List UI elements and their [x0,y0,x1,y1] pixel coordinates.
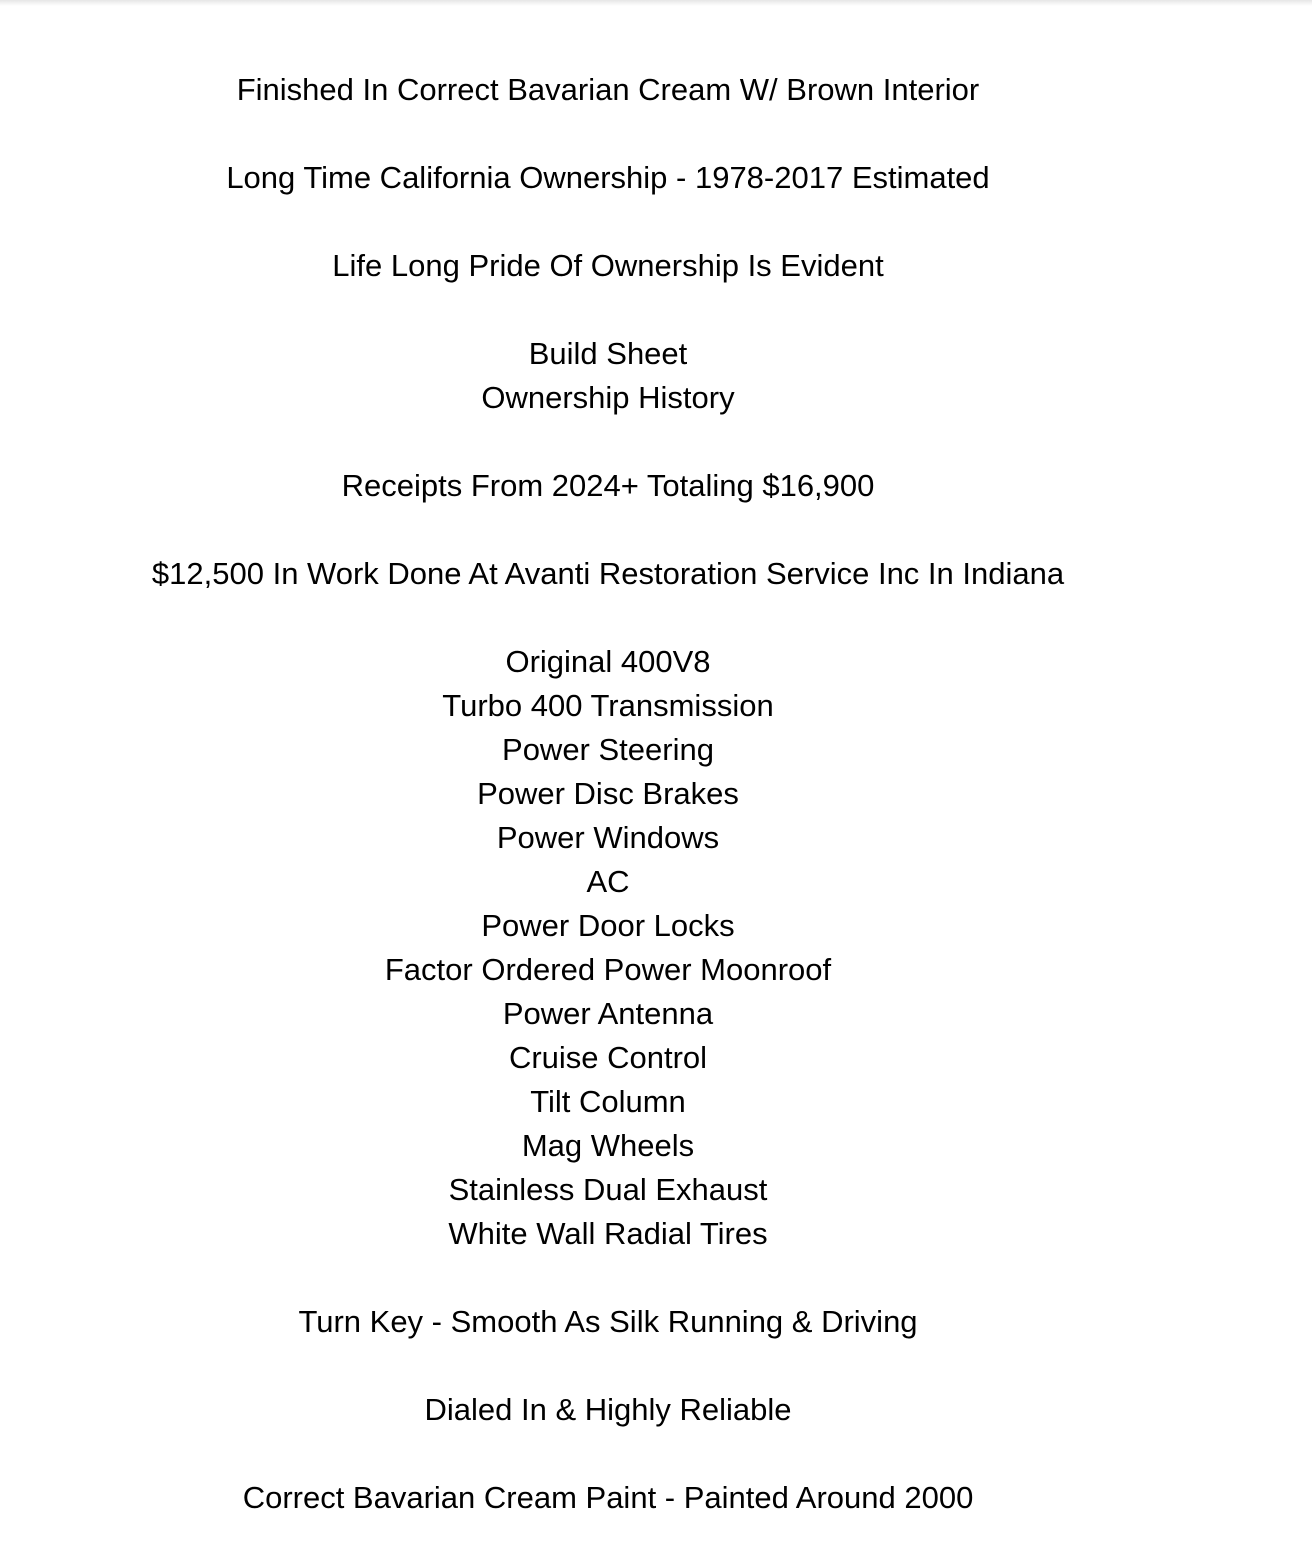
paint-line: Correct Bavarian Cream Paint - Painted Around 2000 [242,1480,974,1515]
feature-item: Power Antenna [502,996,714,1031]
spacer [0,1432,1216,1476]
spacer [0,1256,1216,1300]
feature-item: Power Disc Brakes [477,776,739,811]
feature-item: Power Steering [502,732,714,767]
feature-item: Mag Wheels [521,1128,695,1163]
spacer [0,112,1216,156]
paint-interior-line: Finished In Correct Bavarian Cream W/ Brown Interior [236,72,980,107]
document-item: Build Sheet [528,336,688,371]
turn-key-line: Turn Key - Smooth As Silk Running & Driving [298,1304,918,1339]
spacer [0,1344,1216,1388]
feature-item: Original 400V8 [505,644,711,679]
spacer [0,596,1216,640]
spacer [0,288,1216,332]
feature-item: Turbo 400 Transmission [442,688,774,723]
receipts-line: Receipts From 2024+ Totaling $16,900 [341,468,875,503]
reliability-line: Dialed In & Highly Reliable [424,1392,792,1427]
spacer [0,508,1216,552]
spacer [0,200,1216,244]
spacer [0,420,1216,464]
feature-item: Factor Ordered Power Moonroof [384,952,832,987]
feature-item: Power Windows [496,820,720,855]
feature-item: White Wall Radial Tires [448,1216,768,1251]
feature-item: Power Door Locks [481,908,735,943]
listing-description [0,68,1216,1520]
ownership-span-line: Long Time California Ownership - 1978-2017 Estimated [226,160,990,195]
feature-item: Cruise Control [508,1040,708,1075]
top-edge-shadow [0,0,1312,6]
feature-item: Stainless Dual Exhaust [448,1172,768,1207]
document-item: Ownership History [481,380,735,415]
feature-item: AC [586,864,630,899]
pride-line: Life Long Pride Of Ownership Is Evident [332,248,884,283]
feature-item: Tilt Column [530,1084,686,1119]
restoration-work-line: $12,500 In Work Done At Avanti Restoration Service Inc In Indiana [151,556,1065,591]
